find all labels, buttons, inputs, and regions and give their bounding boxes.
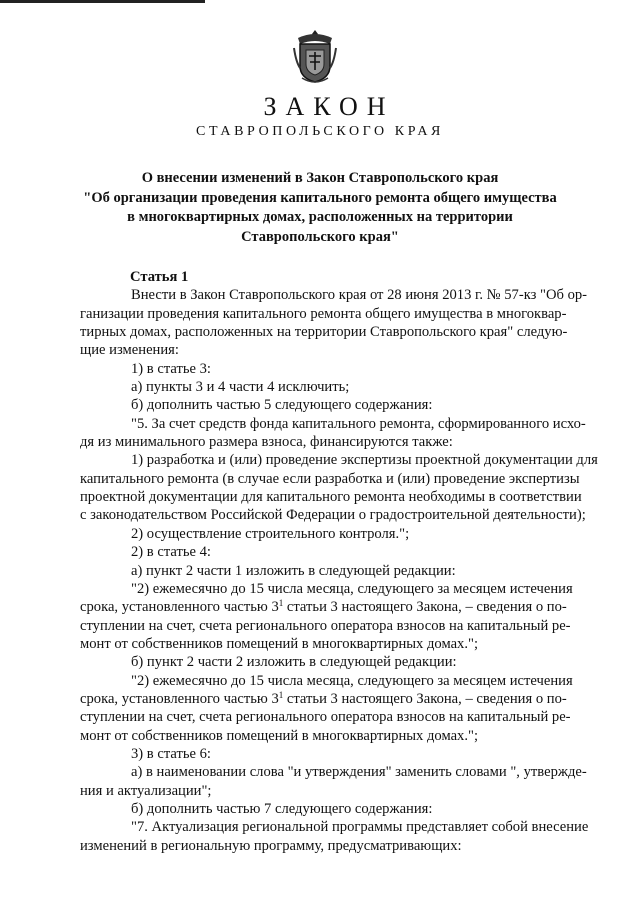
article-title: Статья 1 [130,269,189,285]
heading-line: Ставропольского края" [241,228,399,245]
heading-line: О внесении изменений в Закон Ставропольского края [141,170,499,186]
body-line: 3) в статье 6: [131,745,211,762]
body-line: а) пункты 3 и 4 части 4 исключить; [131,379,350,396]
line-part: статьи 3 настоящего Закона, – сведения о по- [283,690,567,707]
line-part: статьи 3 настоящего Закона, – сведения о по- [283,599,567,616]
body-line: 1) в статье 3: [131,360,211,377]
line-part: срока, установленного частью 3 [80,690,279,707]
body-line: б) пункт 2 части 2 изложить в следующей редакции: [131,654,457,671]
document-subtitle: СТАВРОПОЛЬСКОГО КРАЯ [196,124,444,139]
body-line [80,598,567,616]
body-line: а) в наименовании слова "и утверждения" заменить словами ", утвержде- [131,764,587,781]
body-line: капитального ремонта (в случае если разработка и (или) проведение экспертизы [80,470,580,487]
body-line: Внести в Закон Ставропольского края от 28 июня 2013 г. № 57-кз "Об ор- [131,287,588,304]
heading-line: в многоквартирных домах, расположенных на территории [127,209,513,225]
body-line: "2) ежемесячно до 15 числа месяца, следующего за месяцем истечения [131,672,573,689]
document-title: ЗАКОН [263,92,395,121]
heading-line: "Об организации проведения капитального ремонта общего имущества [83,189,557,206]
body-line: ния и актуализации"; [80,782,212,799]
body-line: щие изменения: [80,342,179,359]
body-line: а) пункт 2 части 1 изложить в следующей редакции: [131,562,456,579]
body-line: проектной документации для капитального ремонта необходимы в соответствии [80,489,582,506]
superscript: 1 [278,689,284,700]
body-line: 1) разработка и (или) проведение экспертизы проектной документации для [131,452,598,469]
body-line: с законодательством Российской Федерации о градостроительной деятельности); [80,507,586,524]
body-line: "2) ежемесячно до 15 числа месяца, следующего за месяцем истечения [131,580,573,597]
body-line: дя из минимального размера взноса, финансируются также: [80,434,453,451]
body-line [80,689,567,708]
body-line: ступлении на счет, счета регионального оператора взносов на капитальный ре- [80,709,571,726]
body-line: ступлении на счет, счета регионального оператора взносов на капитальный ре- [80,617,571,634]
body-line: "7. Актуализация региональной программы представляет собой внесение [131,819,589,836]
body-line: б) дополнить частью 7 следующего содержания: [131,800,433,817]
body-line: изменений в региональную программу, предусматривающих: [80,837,462,854]
body-line: б) дополнить частью 5 следующего содержания: [131,397,433,414]
body-line: 2) в статье 4: [131,544,211,561]
body-line: тирных домах, расположенных на территории Ставропольского края" следую- [80,324,568,341]
top-scan-line [0,0,205,3]
body-line: "5. За счет средств фонда капитального ремонта, сформированного исхо- [131,415,586,432]
body-line: монт от собственников помещений в многоквартирных домах."; [80,635,479,652]
line-part: срока, установленного частью 3 [80,599,279,616]
body-line: монт от собственников помещений в многоквартирных домах."; [80,727,479,744]
body-line: 2) осуществление строительного контроля."; [131,525,410,542]
law-heading [80,169,560,247]
document-body [0,268,640,855]
coat-of-arms-emblem [292,28,338,84]
superscript: 1 [278,598,284,609]
body-line: ганизации проведения капитального ремонта общего имущества в многоквар- [80,305,567,322]
